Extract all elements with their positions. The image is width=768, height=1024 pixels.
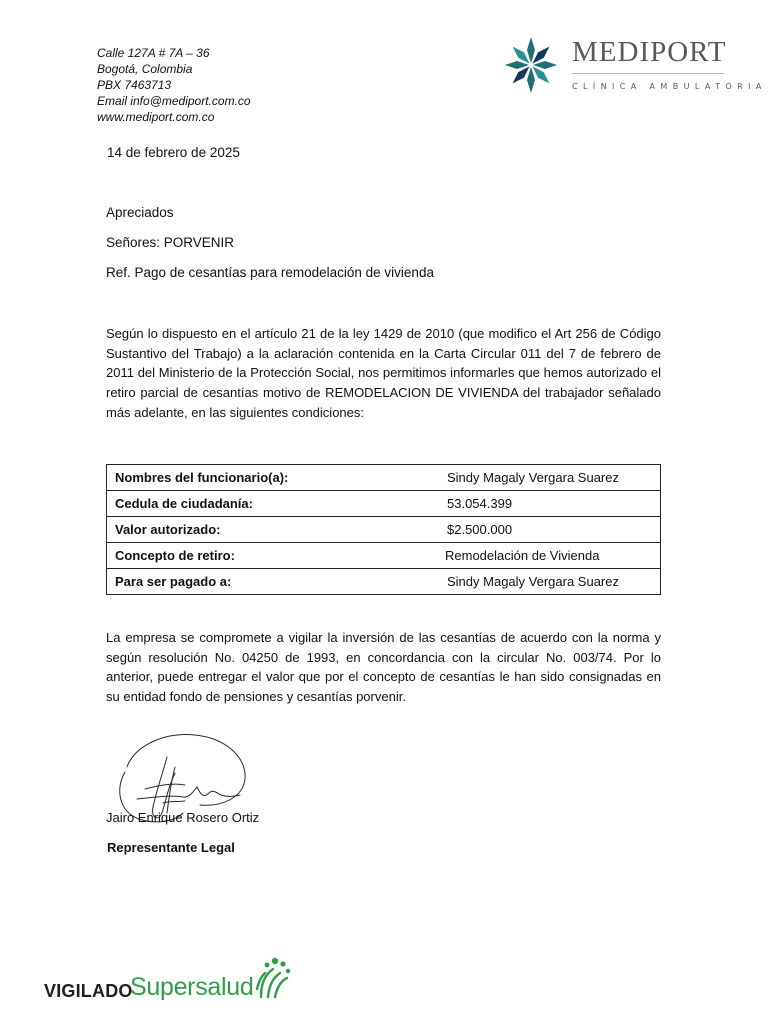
reference-line: Ref. Pago de cesantías para remodelación de vivienda	[106, 265, 434, 280]
table-row	[107, 543, 661, 569]
row-value: Remodelación de Vivienda	[437, 543, 661, 569]
letter-date: 14 de febrero de 2025	[107, 145, 240, 160]
table-row	[107, 465, 661, 491]
authorization-table	[106, 464, 661, 595]
recipient: Señores: PORVENIR	[106, 235, 235, 250]
row-label: Cedula de ciudadanía:	[107, 491, 438, 517]
row-label: Valor autorizado:	[107, 517, 438, 543]
logo-tagline: CLÍNICA AMBULATORIA	[572, 82, 767, 91]
body-paragraph: Según lo dispuesto en el artículo 21 de la ley 1429 de 2010 (que modifico el Art 256 de Código Sustantivo del Trabajo) a la aclaración contenida en la Carta Circular 011 del 7 de febrero de 2011 del Ministerio de la Protección Social, nos permitimos informarles que hemos autorizado el retiro parcial de cesantías motivo de REMODELACION DE VIVIENDA del trabajador señalado más adelante, en las siguientes condiciones:	[106, 326, 661, 420]
row-value: 53.054.399	[437, 491, 661, 517]
row-label: Nombres del funcionario(a):	[107, 465, 438, 491]
logo-divider	[572, 73, 724, 74]
row-label: Concepto de retiro:	[107, 543, 438, 569]
address-line: Bogotá, Colombia	[97, 62, 193, 76]
row-value: Sindy Magaly Vergara Suarez	[437, 569, 661, 595]
supersalud-brand: Supersalud	[130, 973, 254, 1001]
row-value: $2.500.000	[437, 517, 661, 543]
row-label: Para ser pagado a:	[107, 569, 438, 595]
row-value: Sindy Magaly Vergara Suarez	[437, 465, 661, 491]
address-line: Calle 127A # 7A – 36	[97, 46, 210, 60]
signer-name: Jairo Enrique Rosero Ortiz	[106, 810, 260, 825]
address-line: PBX 7463713	[97, 78, 172, 92]
vigilado-label: VIGILADO	[44, 981, 133, 1001]
address-line: www.mediport.com.co	[97, 110, 215, 124]
address-line: Email info@mediport.com.co	[97, 94, 251, 108]
logo-name: MEDIPORT	[572, 36, 727, 68]
greeting: Apreciados	[106, 205, 174, 220]
mediport-logo-icon	[503, 35, 559, 95]
table-row	[107, 517, 661, 543]
table-row	[107, 569, 661, 595]
table-row	[107, 491, 661, 517]
supersalud-leaf-icon	[253, 953, 297, 999]
body-paragraph: La empresa se compromete a vigilar la inversión de las cesantías de acuerdo con la norma y según resolución No. 04250 de 1993, en concordancia con la circular No. 003/74. Por lo anterior, puede entregar el valor que por el concepto de cesantías le han sido consignadas en su entidad fondo de pensiones y cesantías porvenir.	[106, 630, 661, 705]
sender-address	[97, 45, 251, 125]
signer-role: Representante Legal	[107, 840, 235, 855]
